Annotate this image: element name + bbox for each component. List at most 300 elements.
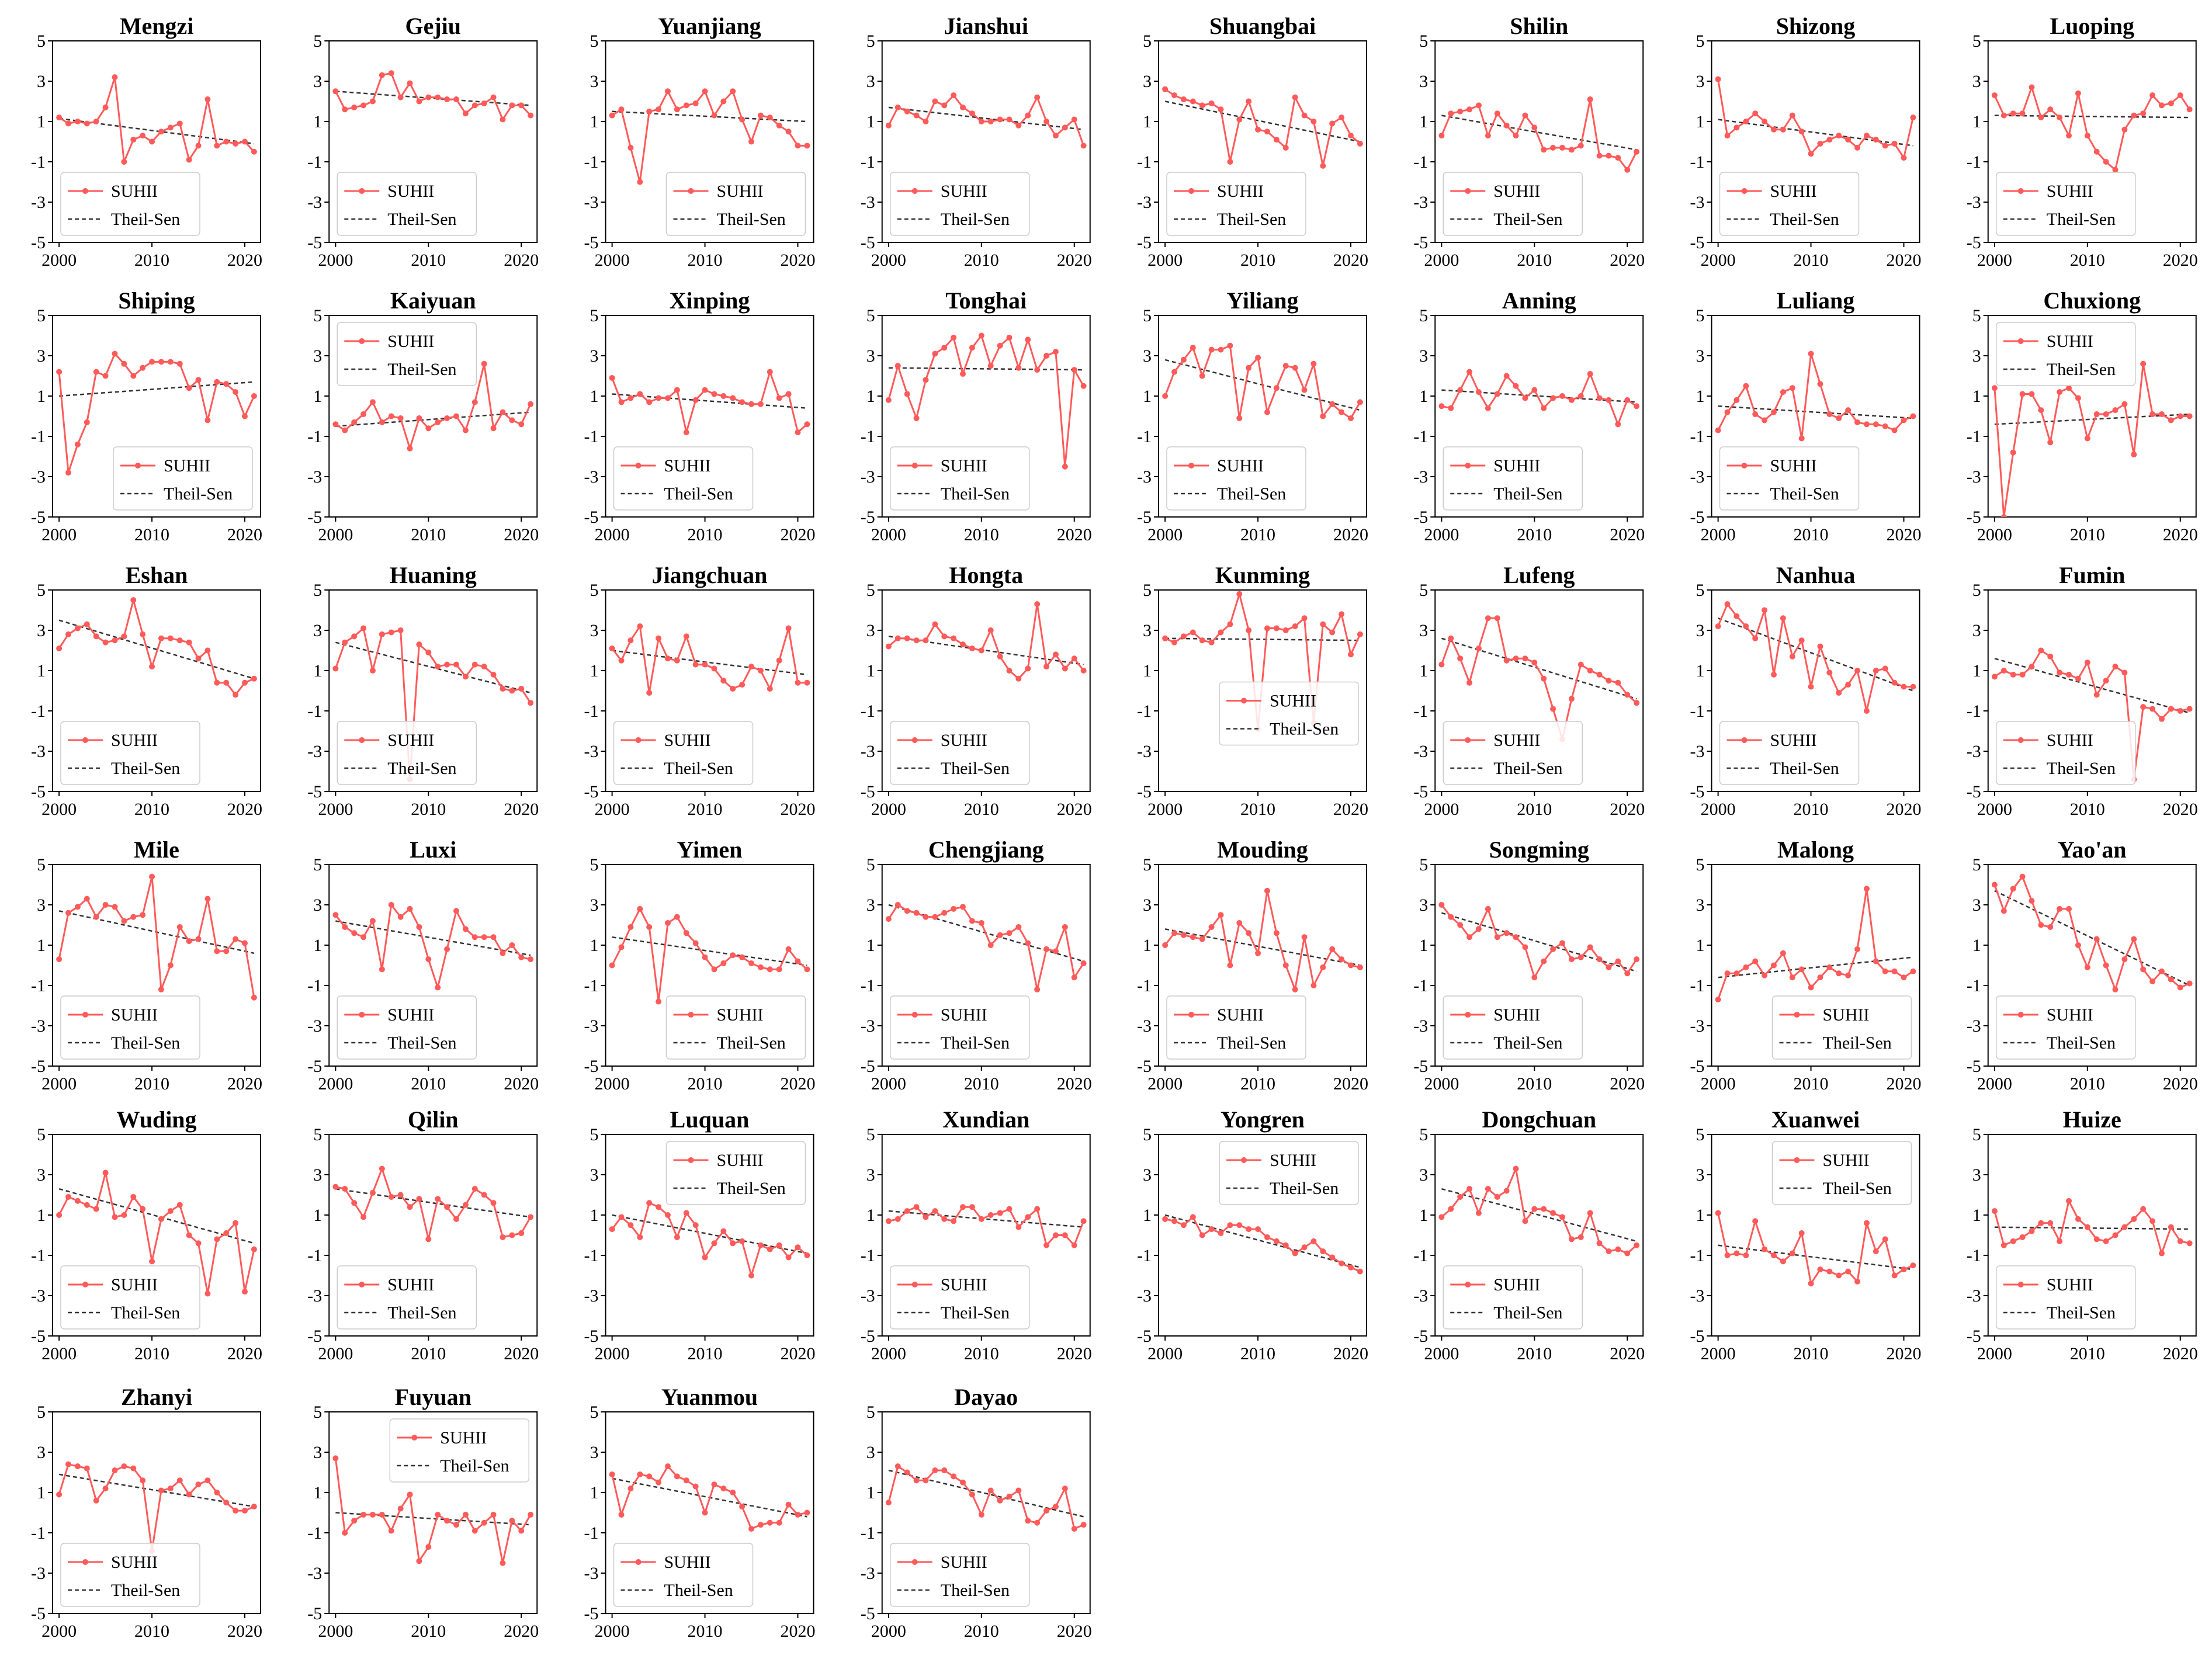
suhii-point — [196, 1240, 202, 1246]
y-tick-label: 1 — [1972, 387, 1981, 406]
suhii-point — [2149, 706, 2155, 712]
y-tick-label: 3 — [1143, 896, 1152, 915]
suhii-point — [702, 1510, 708, 1516]
suhii-point — [1550, 946, 1556, 952]
y-tick-label: -1 — [1137, 427, 1152, 446]
suhii-point — [1329, 401, 1335, 407]
legend-trend-label: Theil-Sen — [1822, 1033, 1892, 1053]
suhii-point — [786, 626, 792, 631]
suhii-point — [693, 100, 699, 106]
legend-suhii-marker — [1465, 188, 1471, 194]
y-tick-label: -1 — [1413, 427, 1429, 446]
suhii-point — [1310, 1238, 1316, 1244]
suhii-point — [140, 1206, 145, 1212]
subplot-title: Jianshui — [944, 13, 1029, 39]
suhii-point — [140, 365, 145, 371]
suhii-point — [214, 680, 220, 686]
suhii-point — [332, 421, 338, 427]
suhii-point — [453, 414, 459, 419]
legend — [1167, 447, 1306, 510]
suhii-point — [702, 387, 708, 393]
subplot-kunming — [1137, 562, 1368, 819]
y-tick-label: -3 — [1690, 193, 1705, 212]
suhii-point — [776, 1242, 782, 1248]
suhii-point — [988, 1212, 994, 1218]
suhii-point — [1799, 129, 1805, 134]
suhii-point — [1762, 608, 1767, 613]
suhii-point — [2112, 987, 2118, 992]
x-tick-label: 2010 — [1517, 525, 1552, 544]
x-tick-label: 2010 — [1517, 1074, 1552, 1094]
suhii-point — [1081, 143, 1087, 148]
suhii-point — [702, 955, 708, 960]
suhii-point — [158, 987, 164, 992]
legend-suhii-marker — [912, 1559, 918, 1565]
suhii-point — [1466, 934, 1472, 940]
legend-trend-label: Theil-Sen — [2046, 360, 2116, 379]
suhii-point — [1025, 940, 1031, 946]
suhii-point — [1864, 1220, 1870, 1226]
subplot-nanhua — [1690, 562, 1922, 819]
y-tick-label: -3 — [584, 1564, 599, 1583]
suhii-series-line — [1165, 891, 1360, 990]
suhii-point — [895, 636, 901, 641]
y-tick-label: 1 — [1419, 661, 1429, 681]
x-tick-label: 2020 — [2162, 1344, 2198, 1363]
legend-trend-label: Theil-Sen — [111, 1033, 181, 1053]
suhii-point — [453, 908, 459, 914]
y-tick-label: -3 — [31, 193, 46, 212]
x-tick-label: 2020 — [1056, 251, 1092, 270]
suhii-point — [1015, 924, 1021, 930]
subplot-zhanyi — [31, 1384, 262, 1641]
suhii-point — [1541, 959, 1547, 964]
y-tick-label: -1 — [860, 702, 875, 721]
suhii-point — [786, 946, 792, 952]
suhii-point — [969, 645, 975, 651]
y-tick-label: -5 — [1966, 1327, 1981, 1346]
suhii-point — [332, 1184, 338, 1190]
suhii-point — [158, 359, 164, 365]
y-tick-label: 1 — [1143, 936, 1152, 955]
suhii-point — [1218, 629, 1223, 635]
suhii-point — [1845, 407, 1851, 413]
y-tick-label: -3 — [1413, 467, 1429, 487]
suhii-point — [2020, 110, 2026, 116]
x-tick-label: 2020 — [227, 800, 262, 819]
legend-suhii-label: SUHII — [716, 1005, 764, 1025]
x-tick-label: 2010 — [1517, 1344, 1552, 1363]
suhii-point — [1466, 106, 1472, 112]
suhii-point — [886, 1500, 892, 1505]
suhii-point — [627, 1222, 633, 1228]
suhii-point — [2066, 672, 2072, 678]
y-tick-label: 5 — [866, 855, 875, 874]
suhii-point — [1181, 96, 1187, 102]
suhii-point — [398, 627, 404, 633]
suhii-point — [1320, 622, 1326, 627]
suhii-point — [1357, 141, 1363, 147]
suhii-point — [1752, 411, 1758, 417]
suhii-point — [914, 415, 920, 421]
suhii-point — [481, 1520, 487, 1526]
x-tick-label: 2000 — [41, 800, 77, 819]
subplot-title: Kaiyuan — [390, 287, 476, 314]
legend-suhii-label: SUHII — [940, 456, 987, 475]
legend — [614, 447, 753, 510]
suhii-point — [1504, 373, 1510, 379]
legend — [61, 1266, 200, 1329]
suhii-point — [1624, 167, 1630, 173]
suhii-point — [407, 1491, 413, 1497]
suhii-point — [1062, 1233, 1068, 1238]
suhii-point — [1790, 1251, 1795, 1257]
legend-suhii-marker — [359, 1282, 365, 1287]
suhii-point — [2140, 1206, 2146, 1212]
suhii-point — [1072, 1242, 1077, 1248]
suhii-point — [1227, 963, 1233, 969]
x-tick-label: 2000 — [1977, 1074, 2012, 1094]
legend — [1773, 996, 1912, 1059]
suhii-point — [2038, 648, 2044, 654]
x-tick-label: 2010 — [1240, 525, 1276, 544]
subplot-shiping — [31, 287, 262, 544]
suhii-point — [1495, 1194, 1500, 1200]
suhii-series-line — [1441, 1169, 1637, 1254]
suhii-point — [786, 1254, 792, 1260]
suhii-point — [619, 944, 625, 950]
suhii-point — [204, 1291, 210, 1297]
y-tick-label: -1 — [1966, 1246, 1981, 1265]
suhii-point — [453, 1522, 459, 1528]
subplot-fumin — [1967, 562, 2198, 819]
suhii-point — [93, 633, 99, 639]
x-tick-label: 2000 — [1977, 1344, 2012, 1363]
y-tick-label: 1 — [1143, 1206, 1152, 1225]
subplot-malong — [1690, 837, 1922, 1094]
y-tick-label: -1 — [1413, 152, 1429, 172]
suhii-point — [2001, 514, 2007, 520]
suhii-point — [1043, 353, 1049, 359]
legend-suhii-marker — [912, 188, 918, 194]
y-tick-label: 3 — [313, 72, 323, 91]
suhii-point — [619, 1512, 625, 1518]
suhii-point — [1495, 110, 1500, 116]
x-tick-label: 2010 — [134, 800, 170, 819]
suhii-point — [1339, 956, 1344, 962]
legend-suhii-marker — [1794, 1157, 1800, 1163]
suhii-point — [1606, 153, 1611, 159]
suhii-point — [1910, 684, 1916, 690]
y-tick-label: 1 — [866, 1483, 875, 1502]
suhii-point — [960, 1204, 966, 1210]
suhii-point — [1992, 674, 1998, 679]
x-tick-label: 2020 — [780, 525, 816, 544]
suhii-point — [1504, 123, 1510, 129]
subplot-title: Hongta — [949, 562, 1024, 588]
suhii-point — [988, 119, 994, 124]
suhii-point — [2121, 401, 2127, 407]
suhii-point — [1236, 415, 1242, 421]
suhii-point — [500, 1560, 505, 1566]
suhii-point — [1246, 365, 1251, 371]
suhii-point — [2187, 706, 2193, 712]
legend — [337, 996, 476, 1059]
suhii-point — [65, 1462, 71, 1467]
suhii-point — [1264, 626, 1270, 631]
suhii-point — [1438, 902, 1444, 908]
legend — [1720, 721, 1859, 785]
x-tick-label: 2010 — [963, 1344, 999, 1363]
suhii-point — [398, 95, 404, 100]
suhii-point — [56, 1212, 62, 1218]
x-tick-label: 2000 — [594, 525, 630, 544]
legend-trend-label: Theil-Sen — [2046, 759, 2116, 778]
legend-suhii-label: SUHII — [387, 1275, 435, 1294]
suhii-point — [112, 1214, 117, 1220]
y-tick-label: 3 — [313, 896, 323, 915]
suhii-point — [776, 966, 782, 972]
y-tick-label: 1 — [313, 661, 323, 681]
legend-suhii-marker — [1465, 737, 1471, 743]
y-tick-label: 3 — [590, 621, 599, 640]
suhii-point — [2066, 133, 2072, 138]
suhii-point — [186, 1491, 192, 1497]
suhii-point — [1053, 349, 1059, 355]
subplot-wuding — [31, 1106, 262, 1363]
y-tick-label: 1 — [866, 112, 875, 131]
suhii-point — [65, 910, 71, 916]
suhii-point — [509, 1518, 515, 1523]
suhii-point — [463, 110, 469, 116]
y-tick-label: -1 — [584, 1246, 599, 1265]
suhii-point — [1634, 403, 1639, 409]
suhii-point — [1081, 960, 1087, 966]
suhii-point — [1752, 110, 1758, 116]
subplot-yuanjiang — [584, 13, 816, 270]
x-tick-label: 2020 — [227, 251, 262, 270]
suhii-point — [121, 918, 127, 924]
suhii-point — [711, 391, 717, 397]
legend-trend-label: Theil-Sen — [1270, 719, 1339, 739]
suhii-point — [1190, 629, 1196, 635]
y-tick-label: -3 — [1690, 1016, 1705, 1036]
suhii-point — [711, 666, 717, 672]
suhii-point — [637, 1471, 643, 1477]
suhii-point — [1624, 1251, 1630, 1257]
suhii-point — [1513, 655, 1519, 661]
subplot-title: Mile — [134, 837, 179, 863]
suhii-point — [2020, 874, 2026, 880]
suhii-point — [923, 637, 928, 643]
suhii-point — [923, 377, 928, 383]
legend-trend-label: Theil-Sen — [387, 759, 457, 778]
legend-trend-label: Theil-Sen — [716, 1179, 786, 1198]
suhii-point — [500, 686, 505, 692]
suhii-point — [1246, 627, 1251, 633]
suhii-point — [2178, 708, 2183, 714]
x-tick-label: 2010 — [1240, 800, 1276, 819]
suhii-point — [140, 1477, 145, 1483]
suhii-point — [2066, 1198, 2072, 1204]
x-tick-label: 2020 — [504, 1074, 539, 1094]
legend-suhii-label: SUHII — [1822, 1151, 1870, 1170]
y-tick-label: 3 — [313, 1443, 323, 1462]
x-tick-label: 2010 — [2069, 525, 2105, 544]
suhii-point — [1771, 127, 1777, 133]
suhii-point — [444, 946, 450, 952]
suhii-point — [1236, 117, 1242, 123]
suhii-point — [2140, 966, 2146, 972]
subplot-qilin — [307, 1106, 539, 1363]
y-tick-label: -1 — [1966, 702, 1981, 721]
suhii-point — [674, 387, 680, 393]
y-tick-label: 5 — [866, 1125, 875, 1144]
suhii-point — [1209, 924, 1215, 930]
y-tick-label: -1 — [1137, 702, 1152, 721]
legend-suhii-marker — [2018, 737, 2024, 743]
suhii-point — [1043, 119, 1049, 124]
subplot-mengzi — [31, 13, 262, 270]
legend-suhii-label: SUHII — [111, 182, 158, 201]
suhii-point — [684, 633, 689, 639]
suhii-point — [1348, 415, 1354, 421]
y-tick-label: -5 — [584, 1327, 599, 1346]
suhii-point — [1808, 984, 1814, 990]
x-tick-label: 2000 — [318, 1344, 353, 1363]
suhii-point — [609, 1471, 615, 1477]
suhii-point — [2057, 389, 2062, 395]
suhii-point — [637, 391, 643, 397]
subplot-chengjiang — [861, 837, 1092, 1094]
suhii-point — [1790, 385, 1795, 391]
suhii-point — [2187, 1240, 2193, 1246]
suhii-point — [1597, 395, 1603, 401]
x-tick-label: 2000 — [318, 251, 353, 270]
x-tick-label: 2010 — [411, 1074, 446, 1094]
suhii-point — [518, 102, 524, 108]
suhii-point — [500, 117, 505, 123]
suhii-point — [997, 932, 1003, 938]
suhii-point — [739, 1504, 745, 1509]
suhii-point — [351, 1518, 357, 1523]
suhii-point — [1448, 110, 1454, 116]
y-tick-label: -1 — [307, 152, 323, 172]
legend-suhii-label: SUHII — [1770, 731, 1817, 750]
y-tick-label: -3 — [1690, 467, 1705, 487]
suhii-point — [1072, 655, 1077, 661]
suhii-point — [758, 668, 764, 674]
suhii-point — [140, 133, 145, 138]
suhii-point — [1072, 1526, 1077, 1532]
suhii-point — [1292, 365, 1298, 371]
subplot-title: Dongchuan — [1482, 1106, 1597, 1133]
x-tick-label: 2020 — [780, 1622, 816, 1641]
suhii-point — [425, 95, 431, 100]
suhii-point — [1034, 1520, 1040, 1526]
suhii-point — [379, 419, 385, 425]
suhii-point — [2085, 660, 2090, 665]
suhii-point — [804, 421, 810, 427]
legend-suhii-label: SUHII — [940, 1553, 987, 1572]
y-tick-label: 5 — [1972, 32, 1981, 51]
suhii-point — [351, 633, 357, 639]
suhii-point — [627, 395, 633, 401]
y-tick-label: 5 — [1419, 855, 1429, 874]
suhii-point — [1725, 970, 1731, 976]
suhii-point — [739, 682, 745, 688]
suhii-point — [251, 1247, 257, 1252]
suhii-point — [1826, 669, 1832, 675]
x-tick-label: 2010 — [963, 800, 999, 819]
suhii-point — [435, 1512, 441, 1518]
suhii-point — [1236, 920, 1242, 926]
suhii-point — [2149, 1218, 2155, 1224]
x-tick-label: 2000 — [594, 800, 630, 819]
legend-trend-label: Theil-Sen — [664, 484, 733, 504]
suhii-point — [923, 1214, 928, 1220]
legend — [890, 1266, 1029, 1329]
y-tick-label: 5 — [1972, 855, 1981, 874]
suhii-point — [1531, 124, 1537, 130]
y-tick-label: -3 — [584, 193, 599, 212]
theil-sen-trend-line — [612, 112, 807, 122]
y-tick-label: -3 — [1137, 467, 1152, 487]
suhii-point — [1006, 117, 1012, 123]
y-tick-label: -3 — [307, 467, 323, 487]
x-tick-label: 2020 — [1610, 251, 1645, 270]
suhii-point — [1162, 86, 1168, 92]
subplot-title: Xinping — [669, 287, 750, 314]
x-tick-label: 2010 — [687, 1074, 723, 1094]
x-tick-label: 2000 — [41, 1622, 77, 1641]
x-tick-label: 2000 — [871, 525, 906, 544]
y-tick-label: -3 — [1137, 742, 1152, 761]
suhii-point — [619, 106, 625, 112]
suhii-point — [637, 623, 643, 629]
legend-trend-label: Theil-Sen — [940, 1303, 1010, 1323]
x-tick-label: 2010 — [134, 1344, 170, 1363]
y-tick-label: -3 — [1966, 742, 1981, 761]
subplot-title: Malong — [1777, 837, 1854, 863]
suhii-point — [463, 1512, 469, 1518]
suhii-point — [1725, 133, 1731, 138]
suhii-point — [1790, 113, 1795, 119]
y-tick-label: 1 — [590, 661, 599, 681]
suhii-point — [1882, 424, 1888, 429]
x-tick-label: 2020 — [1333, 1344, 1368, 1363]
suhii-point — [758, 1242, 764, 1248]
suhii-point — [1310, 119, 1316, 124]
suhii-point — [2149, 978, 2155, 984]
suhii-point — [1531, 974, 1537, 980]
suhii-point — [1817, 1266, 1823, 1272]
y-tick-label: -1 — [1690, 427, 1705, 446]
subplot-yiliang — [1137, 287, 1368, 544]
suhii-point — [112, 1467, 117, 1473]
suhii-point — [1457, 655, 1463, 661]
theil-sen-trend-line — [1441, 116, 1637, 150]
suhii-point — [1606, 964, 1611, 970]
suhii-point — [979, 648, 984, 654]
suhii-point — [140, 631, 145, 637]
suhii-point — [158, 129, 164, 134]
y-tick-label: 5 — [1972, 306, 1981, 325]
suhii-point — [1283, 1242, 1289, 1248]
suhii-point — [1910, 414, 1916, 419]
suhii-point — [204, 1477, 210, 1483]
legend — [890, 447, 1029, 510]
